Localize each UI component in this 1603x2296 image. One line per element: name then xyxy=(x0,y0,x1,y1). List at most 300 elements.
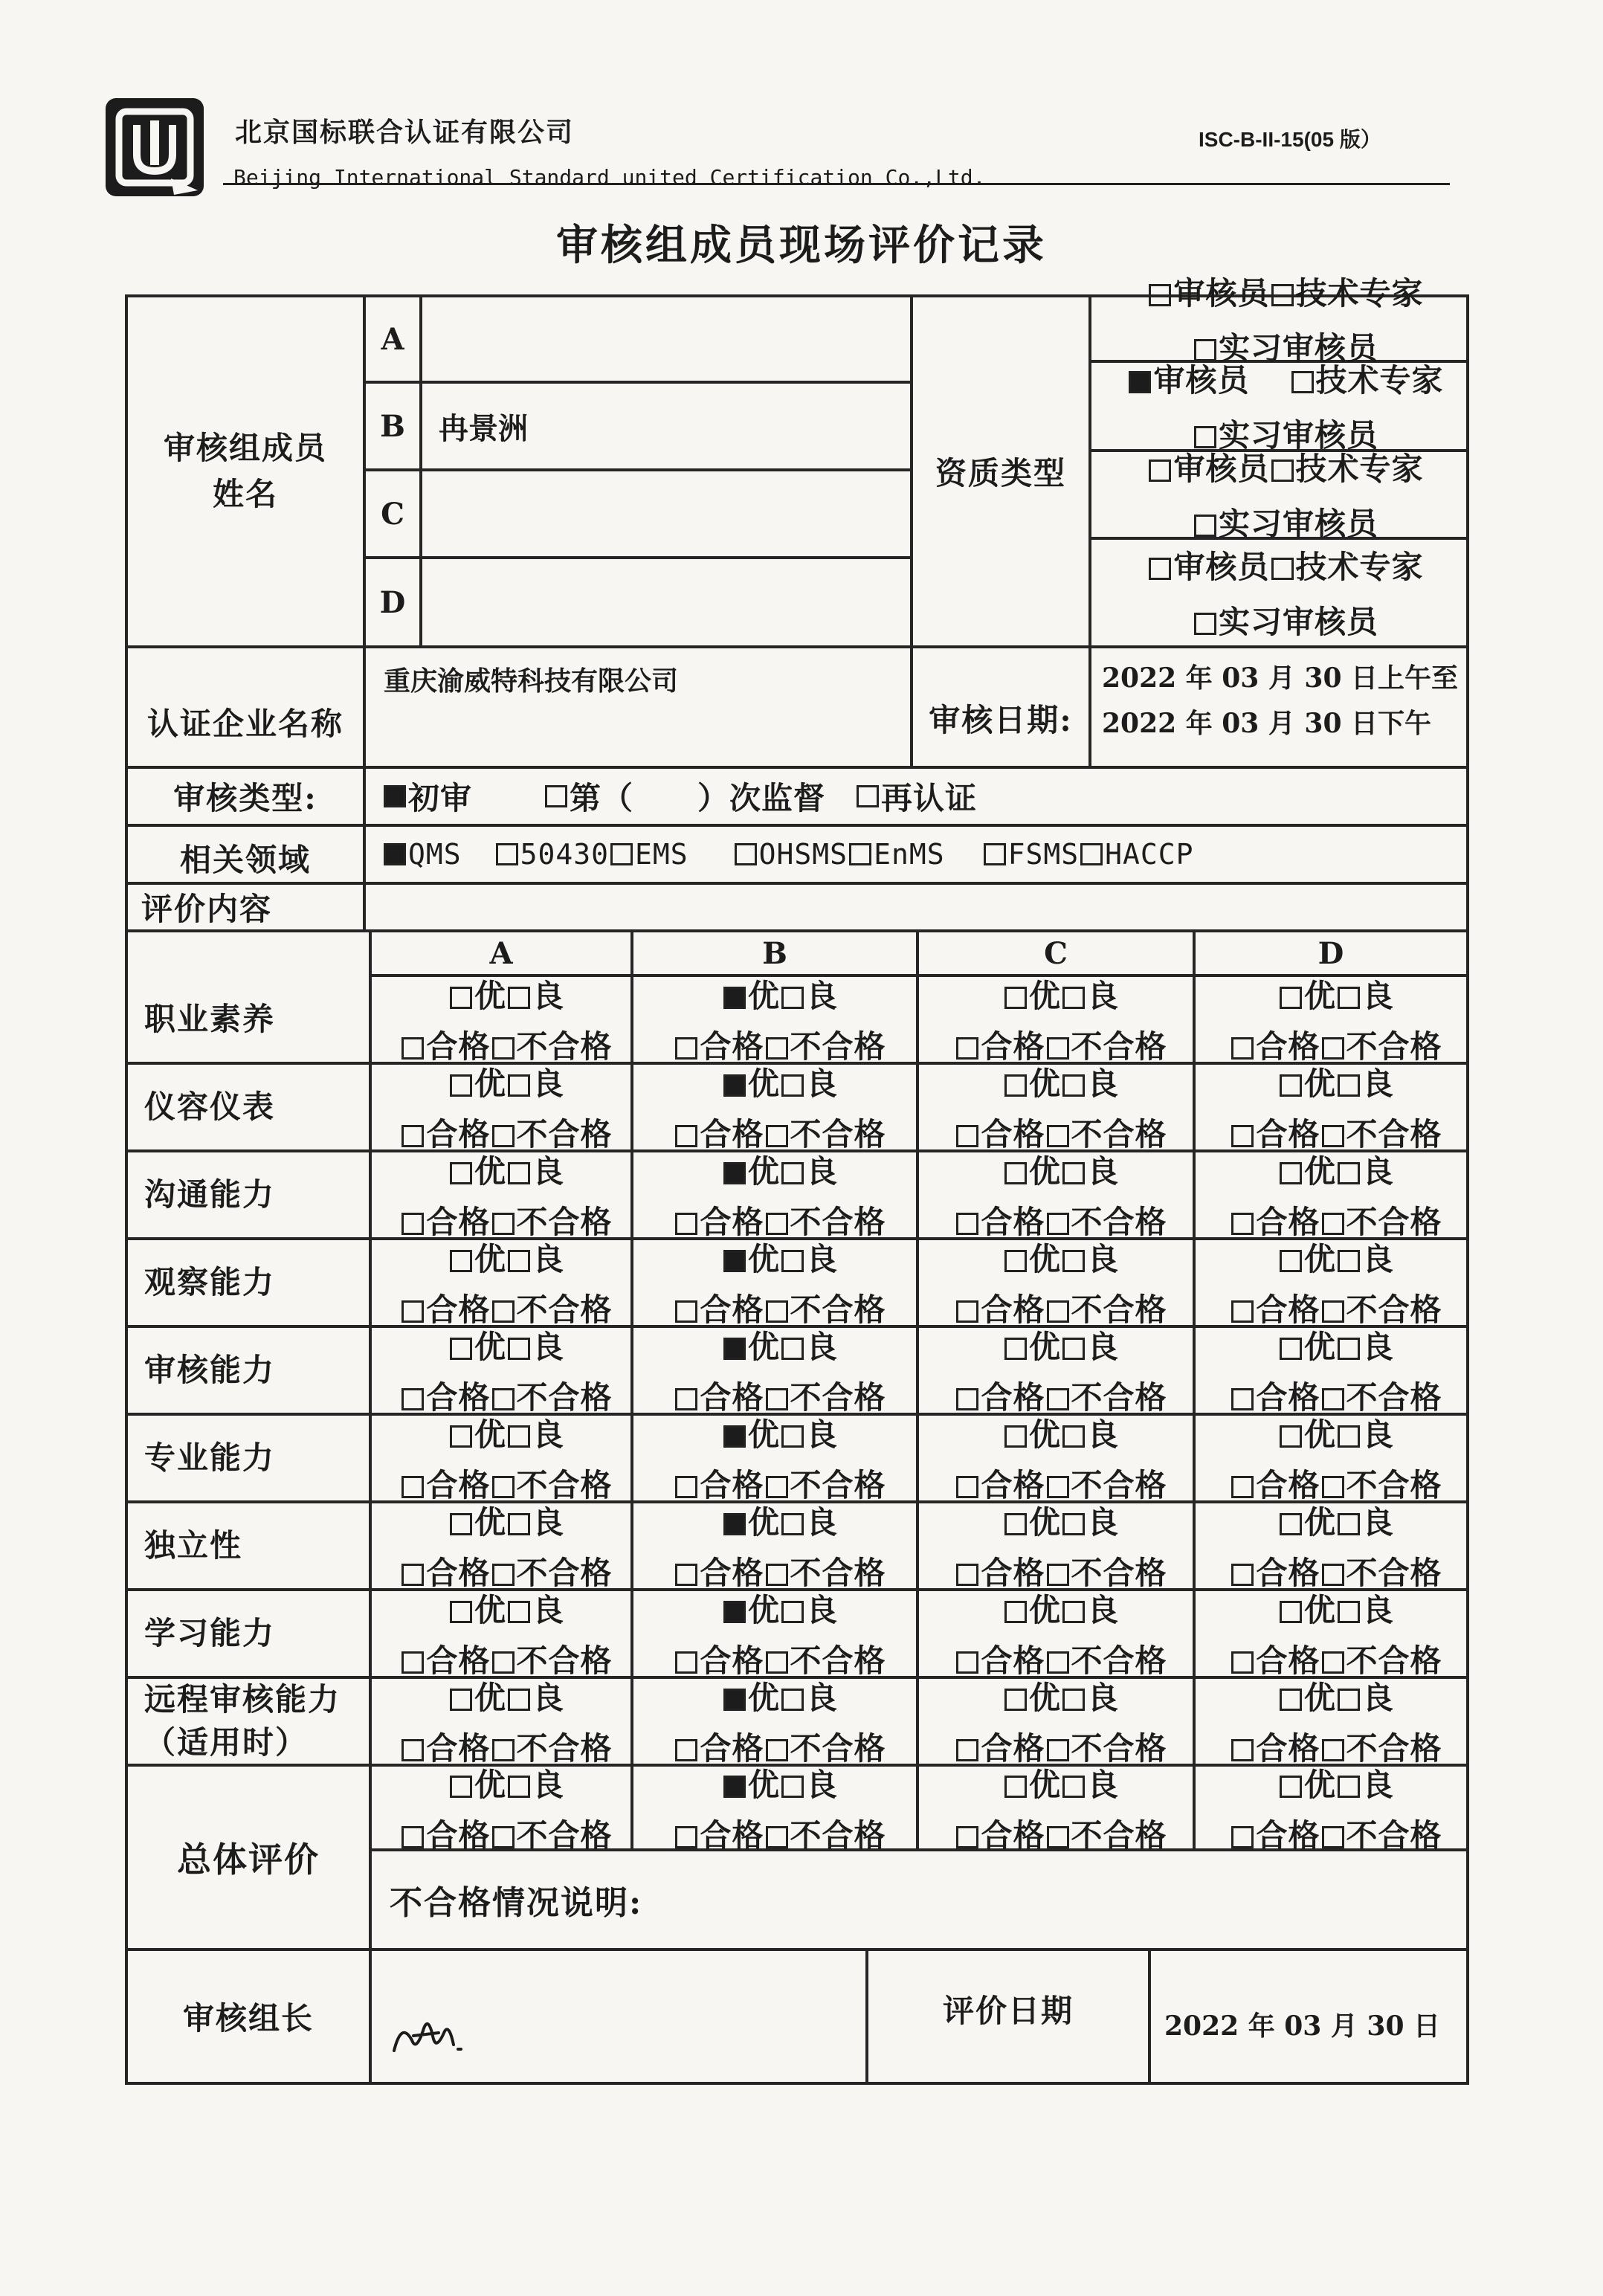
good-checkbox[interactable] xyxy=(508,1425,530,1448)
fail-label: 不合格 xyxy=(516,1204,613,1240)
fail-checkbox[interactable] xyxy=(1047,1826,1069,1848)
excellent-label: 优 xyxy=(747,1680,780,1716)
initial-audit-label: 初审 xyxy=(408,780,473,816)
pass-checkbox[interactable] xyxy=(675,1564,697,1586)
excellent-checkbox[interactable] xyxy=(450,1689,472,1711)
good-label: 良 xyxy=(532,978,565,1014)
fail-checkbox[interactable] xyxy=(1047,1037,1069,1060)
excellent-checkbox[interactable] xyxy=(450,1425,472,1448)
fail-checkbox[interactable] xyxy=(492,1739,515,1761)
expert-option-label: 技术专家 xyxy=(1295,275,1424,312)
good-checkbox[interactable] xyxy=(508,1250,530,1272)
pass-checkbox[interactable] xyxy=(1231,1388,1254,1410)
excellent-label: 优 xyxy=(1028,978,1061,1014)
rating-cell xyxy=(1196,1591,1466,1679)
fail-checkbox[interactable] xyxy=(1322,1300,1344,1323)
fail-checkbox[interactable] xyxy=(766,1564,788,1586)
good-checkbox[interactable] xyxy=(781,987,804,1009)
company-name-field[interactable]: 重庆渝威特科技有限公司 xyxy=(384,665,679,697)
excellent-checkbox[interactable] xyxy=(723,1601,746,1623)
rating-cell xyxy=(372,1591,630,1679)
column-header: A xyxy=(489,935,513,971)
excellent-checkbox[interactable] xyxy=(1004,1776,1027,1798)
expert-checkbox[interactable] xyxy=(1271,558,1294,580)
qualification-group-a xyxy=(1091,275,1466,367)
good-checkbox[interactable] xyxy=(781,1250,804,1272)
good-checkbox[interactable] xyxy=(508,1074,530,1097)
pass-checkbox[interactable] xyxy=(401,1213,424,1235)
fail-checkbox[interactable] xyxy=(766,1739,788,1761)
fail-label: 不合格 xyxy=(1071,1730,1167,1767)
excellent-label: 优 xyxy=(1303,1065,1336,1102)
excellent-label: 优 xyxy=(1028,1592,1061,1628)
good-label: 良 xyxy=(806,1329,839,1365)
excellent-label: 优 xyxy=(474,978,506,1014)
expert-checkbox[interactable] xyxy=(1291,371,1314,393)
excellent-checkbox[interactable] xyxy=(1280,1162,1302,1184)
excellent-checkbox[interactable] xyxy=(450,1513,472,1535)
pass-checkbox[interactable] xyxy=(956,1651,978,1674)
fsms-checkbox[interactable] xyxy=(984,843,1006,865)
fail-checkbox[interactable] xyxy=(766,1037,788,1060)
good-checkbox[interactable] xyxy=(781,1513,804,1535)
pass-checkbox[interactable] xyxy=(675,1300,697,1323)
good-checkbox[interactable] xyxy=(781,1601,804,1623)
excellent-checkbox[interactable] xyxy=(1280,1338,1302,1360)
pass-checkbox[interactable] xyxy=(956,1213,978,1235)
fail-label: 不合格 xyxy=(1071,1467,1167,1503)
pass-label: 合格 xyxy=(981,1642,1045,1679)
good-checkbox[interactable] xyxy=(1062,1776,1085,1798)
rating-cell xyxy=(372,1679,630,1767)
excellent-label: 优 xyxy=(1303,1416,1336,1453)
fail-label: 不合格 xyxy=(790,1379,886,1416)
ems-label: EMS xyxy=(635,838,688,871)
fail-label: 不合格 xyxy=(516,1292,613,1328)
excellent-checkbox[interactable] xyxy=(1280,1074,1302,1097)
fail-label: 不合格 xyxy=(790,1028,886,1065)
good-checkbox[interactable] xyxy=(508,1689,530,1711)
excellent-checkbox[interactable] xyxy=(723,1425,746,1448)
good-checkbox[interactable] xyxy=(781,1162,804,1184)
auditor-option-label: 审核员 xyxy=(1173,275,1270,312)
auditor-checkbox[interactable] xyxy=(1149,459,1171,482)
criterion-name: 远程审核能力 xyxy=(144,1681,341,1718)
pass-checkbox[interactable] xyxy=(675,1476,697,1498)
fail-checkbox[interactable] xyxy=(1322,1651,1344,1674)
pass-checkbox[interactable] xyxy=(1231,1213,1254,1235)
initial-audit-checkbox[interactable] xyxy=(384,785,406,807)
good-checkbox[interactable] xyxy=(1062,1689,1085,1711)
member-name-field[interactable] xyxy=(422,297,910,381)
fail-checkbox[interactable] xyxy=(492,1037,515,1060)
pass-checkbox[interactable] xyxy=(956,1739,978,1761)
fail-checkbox[interactable] xyxy=(1047,1213,1069,1235)
criterion-label xyxy=(128,1416,369,1500)
excellent-checkbox[interactable] xyxy=(1004,1425,1027,1448)
pass-checkbox[interactable] xyxy=(401,1651,424,1674)
fail-label: 不合格 xyxy=(1071,1028,1167,1065)
rating-cell xyxy=(919,977,1193,1065)
good-checkbox[interactable] xyxy=(1062,1338,1085,1360)
good-checkbox[interactable] xyxy=(1338,1338,1360,1360)
excellent-checkbox[interactable] xyxy=(450,1601,472,1623)
rating-cell xyxy=(633,1503,916,1591)
auditor-checkbox[interactable] xyxy=(1129,371,1151,393)
excellent-checkbox[interactable] xyxy=(1280,1250,1302,1272)
fail-checkbox[interactable] xyxy=(1322,1476,1344,1498)
rating-cell xyxy=(633,1591,916,1679)
fail-label: 不合格 xyxy=(1346,1817,1442,1854)
pass-checkbox[interactable] xyxy=(675,1125,697,1147)
pass-label: 合格 xyxy=(700,1116,764,1152)
member-name-field[interactable]: 冉景洲 xyxy=(439,410,528,446)
fail-label: 不合格 xyxy=(790,1204,886,1240)
excellent-checkbox[interactable] xyxy=(723,1074,746,1097)
pass-checkbox[interactable] xyxy=(675,1388,697,1410)
good-checkbox[interactable] xyxy=(508,1513,530,1535)
fail-label: 不合格 xyxy=(516,1555,613,1591)
rating-cell xyxy=(1196,1679,1466,1767)
good-checkbox[interactable] xyxy=(1338,1601,1360,1623)
good-checkbox[interactable] xyxy=(508,1338,530,1360)
50430-checkbox[interactable] xyxy=(496,843,518,865)
good-label: 良 xyxy=(532,1241,565,1277)
evaluation-label: 评价内容 xyxy=(141,891,273,927)
criterion-name: 独立性 xyxy=(144,1527,243,1564)
pass-checkbox[interactable] xyxy=(401,1125,424,1147)
excellent-checkbox[interactable] xyxy=(1004,1601,1027,1623)
header-divider xyxy=(223,183,1450,185)
column-header: D xyxy=(1317,935,1344,971)
fail-checkbox[interactable] xyxy=(766,1388,788,1410)
intern-option-label: 实习审核员 xyxy=(1218,604,1378,640)
excellent-label: 优 xyxy=(1028,1767,1061,1803)
good-checkbox[interactable] xyxy=(1062,1162,1085,1184)
fail-checkbox[interactable] xyxy=(492,1651,515,1674)
good-label: 良 xyxy=(1362,1329,1395,1365)
audit-date-field[interactable] xyxy=(1091,648,1466,766)
company-label: 认证企业名称 xyxy=(146,706,344,742)
pass-label: 合格 xyxy=(981,1730,1045,1767)
good-label: 良 xyxy=(1362,1592,1395,1628)
excellent-checkbox[interactable] xyxy=(1280,1425,1302,1448)
fail-checkbox[interactable] xyxy=(1322,1739,1344,1761)
fail-label: 不合格 xyxy=(790,1467,886,1503)
surveillance-checkbox[interactable] xyxy=(545,785,567,807)
fail-checkbox[interactable] xyxy=(1322,1826,1344,1848)
excellent-checkbox[interactable] xyxy=(1280,987,1302,1009)
fail-label: 不合格 xyxy=(1071,1379,1167,1416)
fail-label: 不合格 xyxy=(790,1642,886,1679)
good-checkbox[interactable] xyxy=(1062,1074,1085,1097)
pass-checkbox[interactable] xyxy=(1231,1826,1254,1848)
excellent-label: 优 xyxy=(1028,1065,1061,1102)
fail-checkbox[interactable] xyxy=(1322,1388,1344,1410)
auditor-checkbox[interactable] xyxy=(1149,284,1171,306)
qms-checkbox[interactable] xyxy=(384,843,406,865)
audit-type-label: 审核类型: xyxy=(173,780,317,816)
excellent-checkbox[interactable] xyxy=(1280,1689,1302,1711)
criterion-name: 专业能力 xyxy=(144,1439,276,1476)
excellent-checkbox[interactable] xyxy=(1004,1250,1027,1272)
company-name-cn: 北京国标联合认证有限公司 xyxy=(235,117,575,148)
fail-checkbox[interactable] xyxy=(766,1476,788,1498)
good-checkbox[interactable] xyxy=(508,1601,530,1623)
intern-option-label: 实习审核员 xyxy=(1218,330,1378,367)
fail-checkbox[interactable] xyxy=(766,1300,788,1323)
good-checkbox[interactable] xyxy=(1338,1513,1360,1535)
excellent-label: 优 xyxy=(747,1153,780,1190)
enms-checkbox[interactable] xyxy=(849,843,871,865)
fail-checkbox[interactable] xyxy=(492,1300,515,1323)
expert-checkbox[interactable] xyxy=(1271,459,1294,482)
excellent-checkbox[interactable] xyxy=(450,1338,472,1360)
pass-checkbox[interactable] xyxy=(401,1739,424,1761)
pass-checkbox[interactable] xyxy=(675,1213,697,1235)
pass-label: 合格 xyxy=(1256,1116,1320,1152)
pass-checkbox[interactable] xyxy=(956,1826,978,1848)
rating-cell xyxy=(1196,1328,1466,1416)
pass-checkbox[interactable] xyxy=(401,1037,424,1060)
fail-checkbox[interactable] xyxy=(492,1213,515,1235)
excellent-checkbox[interactable] xyxy=(1004,1074,1027,1097)
recertification-checkbox[interactable] xyxy=(857,785,879,807)
criterion-label xyxy=(128,977,369,1062)
ohsms-label: OHSMS xyxy=(758,838,848,871)
rating-cell xyxy=(633,1152,916,1240)
criterion-name: 职业素养 xyxy=(144,1001,276,1037)
eval-date-field[interactable]: 2022 年 03 月 30 日 xyxy=(1164,2010,1441,2042)
pass-label: 合格 xyxy=(426,1642,491,1679)
pass-checkbox[interactable] xyxy=(956,1388,978,1410)
excellent-label: 优 xyxy=(474,1416,506,1453)
fail-checkbox[interactable] xyxy=(1322,1037,1344,1060)
pass-checkbox[interactable] xyxy=(675,1037,697,1060)
intern-checkbox[interactable] xyxy=(1194,515,1216,537)
good-label: 良 xyxy=(806,1065,839,1102)
excellent-checkbox[interactable] xyxy=(723,1338,746,1360)
expert-option-label: 技术专家 xyxy=(1295,549,1424,585)
pass-checkbox[interactable] xyxy=(401,1300,424,1323)
intern-checkbox[interactable] xyxy=(1194,613,1216,635)
auditor-checkbox[interactable] xyxy=(1149,558,1171,580)
pass-checkbox[interactable] xyxy=(1231,1564,1254,1586)
haccp-label: HACCP xyxy=(1105,838,1194,871)
excellent-checkbox[interactable] xyxy=(723,1162,746,1184)
excellent-checkbox[interactable] xyxy=(450,987,472,1009)
good-label: 良 xyxy=(1362,1767,1395,1803)
rating-cell xyxy=(919,1416,1193,1503)
pass-checkbox[interactable] xyxy=(675,1826,697,1848)
pass-label: 合格 xyxy=(426,1292,491,1328)
pass-checkbox[interactable] xyxy=(956,1125,978,1147)
pass-label: 合格 xyxy=(981,1204,1045,1240)
criterion-label xyxy=(128,1240,369,1325)
fail-checkbox[interactable] xyxy=(1047,1739,1069,1761)
good-checkbox[interactable] xyxy=(1338,1776,1360,1798)
fail-checkbox[interactable] xyxy=(1047,1300,1069,1323)
excellent-checkbox[interactable] xyxy=(450,1162,472,1184)
excellent-checkbox[interactable] xyxy=(1004,1338,1027,1360)
good-checkbox[interactable] xyxy=(1338,987,1360,1009)
expert-option-label: 技术专家 xyxy=(1315,362,1444,399)
pass-label: 合格 xyxy=(981,1116,1045,1152)
fail-checkbox[interactable] xyxy=(1322,1125,1344,1147)
good-label: 良 xyxy=(1087,1329,1120,1365)
rating-cell xyxy=(372,1152,630,1240)
good-checkbox[interactable] xyxy=(781,1689,804,1711)
fail-checkbox[interactable] xyxy=(1047,1476,1069,1498)
pass-checkbox[interactable] xyxy=(956,1300,978,1323)
excellent-label: 优 xyxy=(1028,1680,1061,1716)
excellent-checkbox[interactable] xyxy=(1004,1513,1027,1535)
fail-checkbox[interactable] xyxy=(1047,1388,1069,1410)
fail-checkbox[interactable] xyxy=(1322,1564,1344,1586)
fail-checkbox[interactable] xyxy=(766,1213,788,1235)
good-label: 良 xyxy=(806,1680,839,1716)
excellent-checkbox[interactable] xyxy=(1004,1689,1027,1711)
fail-checkbox[interactable] xyxy=(492,1826,515,1848)
fail-checkbox[interactable] xyxy=(492,1476,515,1498)
pass-checkbox[interactable] xyxy=(401,1476,424,1498)
rating-cell xyxy=(633,1240,916,1328)
member-name-field[interactable] xyxy=(422,559,910,645)
excellent-checkbox[interactable] xyxy=(450,1250,472,1272)
good-label: 良 xyxy=(532,1680,565,1716)
excellent-label: 优 xyxy=(474,1767,506,1803)
good-checkbox[interactable] xyxy=(781,1776,804,1798)
criterion-label xyxy=(128,1679,369,1764)
fail-checkbox[interactable] xyxy=(766,1125,788,1147)
fail-checkbox[interactable] xyxy=(1047,1651,1069,1674)
pass-checkbox[interactable] xyxy=(675,1739,697,1761)
fail-label: 不合格 xyxy=(1346,1730,1442,1767)
good-checkbox[interactable] xyxy=(1062,1425,1085,1448)
good-checkbox[interactable] xyxy=(781,1338,804,1360)
fail-checkbox[interactable] xyxy=(766,1826,788,1848)
pass-checkbox[interactable] xyxy=(401,1388,424,1410)
good-checkbox[interactable] xyxy=(781,1425,804,1448)
good-label: 良 xyxy=(1362,1504,1395,1541)
excellent-checkbox[interactable] xyxy=(1280,1601,1302,1623)
haccp-checkbox[interactable] xyxy=(1080,843,1103,865)
pass-label: 合格 xyxy=(700,1379,764,1416)
fail-note-field[interactable]: 不合格情况说明: xyxy=(390,1884,643,1922)
excellent-checkbox[interactable] xyxy=(1004,1162,1027,1184)
pass-checkbox[interactable] xyxy=(1231,1651,1254,1674)
pass-checkbox[interactable] xyxy=(956,1564,978,1586)
fail-label: 不合格 xyxy=(1071,1292,1167,1328)
good-checkbox[interactable] xyxy=(1338,1162,1360,1184)
good-label: 良 xyxy=(806,978,839,1014)
excellent-label: 优 xyxy=(474,1065,506,1102)
excellent-checkbox[interactable] xyxy=(723,987,746,1009)
excellent-checkbox[interactable] xyxy=(723,1513,746,1535)
pass-label: 合格 xyxy=(981,1817,1045,1854)
criterion-label xyxy=(128,1152,369,1237)
good-label: 良 xyxy=(1087,1241,1120,1277)
good-checkbox[interactable] xyxy=(1338,1425,1360,1448)
fail-checkbox[interactable] xyxy=(492,1388,515,1410)
criterion-name: 仪容仪表 xyxy=(144,1089,276,1125)
pass-checkbox[interactable] xyxy=(1231,1125,1254,1147)
member-name-field[interactable] xyxy=(422,471,910,556)
signature-mark xyxy=(387,2006,476,2066)
excellent-checkbox[interactable] xyxy=(450,1074,472,1097)
pass-label: 合格 xyxy=(426,1116,491,1152)
pass-label: 合格 xyxy=(700,1292,764,1328)
fail-checkbox[interactable] xyxy=(766,1651,788,1674)
excellent-label: 优 xyxy=(747,1592,780,1628)
pass-label: 合格 xyxy=(426,1555,491,1591)
excellent-label: 优 xyxy=(474,1680,506,1716)
pass-checkbox[interactable] xyxy=(1231,1739,1254,1761)
pass-checkbox[interactable] xyxy=(1231,1476,1254,1498)
good-checkbox[interactable] xyxy=(781,1074,804,1097)
ohsms-checkbox[interactable] xyxy=(735,843,757,865)
criterion-label xyxy=(128,1065,369,1149)
qualification-group-d xyxy=(1091,540,1466,645)
pass-checkbox[interactable] xyxy=(1231,1300,1254,1323)
good-checkbox[interactable] xyxy=(508,1162,530,1184)
excellent-checkbox[interactable] xyxy=(1280,1513,1302,1535)
rating-cell xyxy=(372,1240,630,1328)
fail-checkbox[interactable] xyxy=(1322,1213,1344,1235)
good-label: 良 xyxy=(806,1504,839,1541)
fail-checkbox[interactable] xyxy=(1047,1125,1069,1147)
good-label: 良 xyxy=(1087,1680,1120,1716)
pass-label: 合格 xyxy=(426,1379,491,1416)
pass-checkbox[interactable] xyxy=(1231,1037,1254,1060)
good-checkbox[interactable] xyxy=(1338,1689,1360,1711)
excellent-checkbox[interactable] xyxy=(1004,987,1027,1009)
pass-checkbox[interactable] xyxy=(956,1037,978,1060)
excellent-checkbox[interactable] xyxy=(723,1689,746,1711)
criterion-name: 观察能力 xyxy=(144,1264,276,1300)
good-checkbox[interactable] xyxy=(508,1776,530,1798)
pass-checkbox[interactable] xyxy=(675,1651,697,1674)
good-checkbox[interactable] xyxy=(1338,1074,1360,1097)
excellent-label: 优 xyxy=(1303,1504,1336,1541)
fail-label: 不合格 xyxy=(790,1555,886,1591)
good-checkbox[interactable] xyxy=(1062,1601,1085,1623)
good-checkbox[interactable] xyxy=(1062,1513,1085,1535)
member-letter: C xyxy=(381,496,404,532)
excellent-checkbox[interactable] xyxy=(723,1250,746,1272)
pass-checkbox[interactable] xyxy=(956,1476,978,1498)
fail-label: 不合格 xyxy=(516,1730,613,1767)
pass-checkbox[interactable] xyxy=(401,1826,424,1848)
ems-checkbox[interactable] xyxy=(610,843,633,865)
good-checkbox[interactable] xyxy=(1338,1250,1360,1272)
excellent-checkbox[interactable] xyxy=(1280,1776,1302,1798)
pass-checkbox[interactable] xyxy=(401,1564,424,1586)
excellent-checkbox[interactable] xyxy=(450,1776,472,1798)
pass-label: 合格 xyxy=(700,1642,764,1679)
good-label: 良 xyxy=(532,1065,565,1102)
good-checkbox[interactable] xyxy=(508,987,530,1009)
good-checkbox[interactable] xyxy=(1062,987,1085,1009)
fail-checkbox[interactable] xyxy=(492,1564,515,1586)
fail-checkbox[interactable] xyxy=(1047,1564,1069,1586)
rating-cell xyxy=(633,1065,916,1152)
excellent-checkbox[interactable] xyxy=(723,1776,746,1798)
good-checkbox[interactable] xyxy=(1062,1250,1085,1272)
domain-options xyxy=(366,827,1466,882)
fail-checkbox[interactable] xyxy=(492,1125,515,1147)
expert-checkbox[interactable] xyxy=(1271,284,1294,306)
